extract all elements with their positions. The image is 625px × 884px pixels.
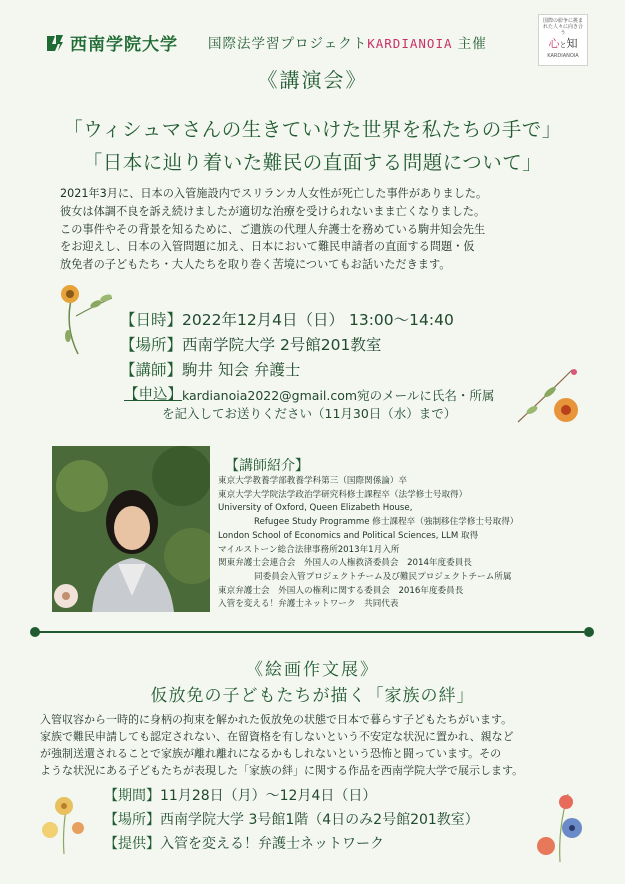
speaker-photo <box>52 446 210 612</box>
art-detail-period <box>104 784 479 808</box>
logo-brand: KARDIANOIA <box>547 53 579 59</box>
intro-line: 2021年3月に、日本の入管施設内でスリランカ人女性が死亡した事件がありました。 <box>60 187 488 200</box>
art-heading: 《絵画作文展》 <box>246 660 379 680</box>
intro-line: この事件やその背景を知るために、ご遺族の代理人弁護士を務めている駒井知会先生 <box>60 222 486 236</box>
speaker-section-title: 【講師紹介】 <box>225 458 309 474</box>
divider-dot-left <box>30 627 40 637</box>
detail-value: 西南学院大学 3号館1階（4日のみ2号館201教室） <box>160 812 479 828</box>
flower-decoration-icon <box>528 788 592 864</box>
art-detail-venue <box>104 808 479 832</box>
art-desc-line: 家族で難民申請しても認定されない、在留資格を有しないという不安定な状況に置かれ、親など <box>40 730 514 743</box>
flower-decoration-icon <box>34 788 94 858</box>
apply-deadline-line: を記入してお送りください（11月30日（水）まで） <box>162 406 457 421</box>
detail-label: 【期間】 <box>104 788 160 804</box>
kardianoia-logo <box>538 14 588 66</box>
bio-line: 関東弁護士会連合会 外国人の人権救済委員会 2014年度委員長 <box>218 558 472 569</box>
detail-datetime <box>120 308 454 333</box>
bio-line: 東京弁護士会 外国人の権利に関する委員会 2016年度委員長 <box>218 585 464 596</box>
flower-decoration-icon <box>54 276 124 356</box>
university-name: 西南学院大学 <box>70 35 178 55</box>
detail-label: 【申込】 <box>124 387 182 403</box>
university-emblem-icon <box>44 32 66 54</box>
bio-line: マイルストーン総合法律事務所2013年1月入所 <box>218 544 400 555</box>
logo-word-left: 心 <box>548 37 560 50</box>
bio-line: University of Oxford, Queen Elizabeth House, <box>218 503 413 514</box>
divider-dot-right <box>584 627 594 637</box>
detail-value: 入管を変える！弁護士ネットワーク <box>160 836 384 852</box>
flower-decoration-icon <box>510 362 590 434</box>
bio-line: 入管を変える！弁護士ネットワーク 共同代表 <box>218 599 399 610</box>
detail-value: 2022年12月4日（日） 13:00～14:40 <box>182 311 454 329</box>
intro-line: をお迎えし、日本の入管問題に加え、日本において難民申請者の直面する問題・仮 <box>60 240 475 254</box>
logo-top-text: 国際の紛争に挑まれた人々に向き合う <box>542 18 583 36</box>
detail-speaker <box>120 358 454 383</box>
detail-label: 【場所】 <box>104 812 160 828</box>
art-desc-line: が強制送還されることで家族が離れ離れになるかもしれないという恐怖と闘っています。その <box>40 747 502 760</box>
bio-line: Refugee Study Programme 修士課程卒（強制移住学修士号取得） <box>254 517 519 528</box>
speaker-bio <box>218 475 518 612</box>
bio-line: 東京大学大学院法学政治学研究科修士課程卒（法学修士号取得） <box>218 489 468 500</box>
art-details <box>104 784 479 856</box>
host-brand: KARDIANOIA <box>367 36 453 51</box>
lecture-title-line2: 「日本に辿り着いた難民の直面する問題について」 <box>82 151 543 174</box>
art-desc-line: ような状況にある子どもたちが表現した「家族の絆」に関する作品を西南学院大学で展示します。 <box>40 764 524 777</box>
bio-line: 同委員会入管プロジェクトチーム及び難民プロジェクトチーム所属 <box>254 571 512 582</box>
bio-line: London School of Economics and Political Sciences, LLM 取得 <box>218 530 479 541</box>
detail-value: 11月28日（月）～12月4日（日） <box>160 788 377 804</box>
logo-word-right: 知 <box>566 37 578 50</box>
intro-line: 彼女は体調不良を訴え続けましたが適切な治療を受けられないまま亡くなりました。 <box>60 204 486 218</box>
art-desc-line: 入管収容から一時的に身柄の拘束を解かれた仮放免の状態で日本で暮らす子どもたちがいます。 <box>40 713 513 726</box>
detail-venue <box>120 333 454 358</box>
section-divider <box>36 631 584 633</box>
intro-line: 放免者の子どもたち・大人たちを取り巻く苦境についてもお話いただきます。 <box>60 258 451 272</box>
logo-word-sep: と <box>559 41 567 49</box>
host-suffix: 主催 <box>452 36 487 52</box>
art-title: 仮放免の子どもたちが描く「家族の絆」 <box>150 686 475 706</box>
speaker-portrait-icon <box>52 446 210 612</box>
detail-apply <box>124 386 494 405</box>
lecture-intro <box>60 185 580 274</box>
university-logo <box>44 30 178 55</box>
lecture-title-line1: 「ウィシュマさんの生きていけた世界を私たちの手で」 <box>63 118 562 141</box>
host-line <box>208 32 487 52</box>
detail-label: 【提供】 <box>104 836 160 852</box>
detail-label: 【場所】 <box>120 336 183 354</box>
detail-label: 【講師】 <box>120 361 183 379</box>
detail-label: 【日時】 <box>120 311 183 329</box>
apply-email-line[interactable]: kardianoia2022@gmail.com宛のメールに氏名・所属 <box>182 388 495 403</box>
detail-value: 西南学院大学 2号館201教室 <box>182 336 382 354</box>
art-description <box>40 711 590 779</box>
detail-value: 駒井 知会 弁護士 <box>182 361 301 379</box>
art-detail-provider <box>104 832 479 856</box>
logo-words <box>539 35 587 51</box>
host-prefix: 国際法学習プロジェクト <box>208 36 368 52</box>
lecture-heading: 《講演会》 <box>257 68 368 92</box>
lecture-details <box>120 308 454 383</box>
bio-line: 東京大学教養学部教養学科第三（国際関係論）卒 <box>218 476 408 486</box>
